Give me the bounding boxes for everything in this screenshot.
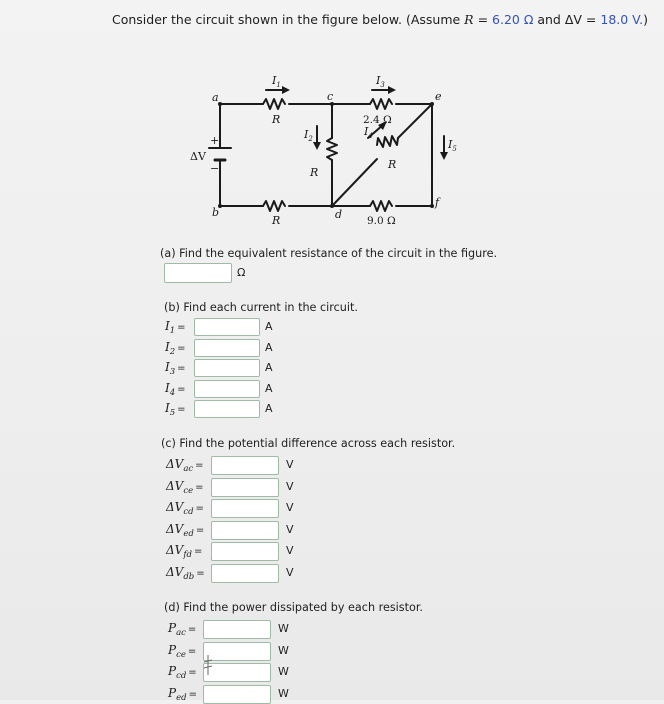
resistor-R-cd bbox=[327, 138, 337, 160]
part_c-answer-box-ed[interactable] bbox=[211, 521, 279, 540]
part_c-label-fd: $\Delta V_{fd}$ = bbox=[166, 543, 203, 560]
part_b-answer-box-2[interactable] bbox=[194, 339, 260, 357]
I4-label: $I_4$ bbox=[364, 125, 373, 140]
node-c-label: c bbox=[327, 90, 334, 103]
part_d-answer-box-ac[interactable] bbox=[203, 620, 271, 639]
part_b-label-1: $I_1$ = bbox=[165, 319, 186, 336]
resistor-R-bd bbox=[263, 201, 285, 211]
part_d-label-ed: $P_{ed}$ = bbox=[168, 685, 197, 703]
resistor-2.4 bbox=[370, 99, 392, 109]
wire-e-diag bbox=[398, 104, 432, 138]
R-cd-label: R bbox=[310, 166, 319, 179]
part_c-label-cd: $\Delta V_{cd}$ = bbox=[166, 500, 204, 517]
part-d-question: (d) Find the power dissipated by each resistor. bbox=[164, 601, 423, 614]
I1-label: $I_1$ bbox=[272, 74, 281, 89]
part_b-answer-box-1[interactable] bbox=[194, 318, 260, 336]
part_b-answer-box-3[interactable] bbox=[194, 359, 260, 377]
part_c-label-db: $\Delta V_{db}$ = bbox=[166, 564, 205, 582]
part_c-unit-ac: V bbox=[286, 458, 294, 471]
part-a-question: (a) Find the equivalent resistance of the circuit in the figure. bbox=[160, 247, 498, 260]
dv-value: 18.0 V. bbox=[600, 12, 644, 27]
wire-diag-d bbox=[332, 159, 377, 206]
battery-plus-sign: + bbox=[210, 134, 220, 147]
part_b-unit-5: A bbox=[265, 402, 273, 415]
part_d-unit-ed: W bbox=[278, 686, 289, 700]
part_d-label-ce: $P_{ce}$ = bbox=[168, 642, 197, 660]
node-a-label: a bbox=[212, 91, 219, 104]
part_c-unit-ed: V bbox=[286, 522, 294, 536]
dv-label: ΔV bbox=[190, 150, 206, 163]
node-d-label: d bbox=[335, 208, 343, 221]
part_c-unit-db: V bbox=[286, 565, 294, 579]
part_c-answer-box-db[interactable] bbox=[211, 564, 279, 583]
part_c-unit-fd: V bbox=[286, 544, 294, 557]
part_c-unit-ce: V bbox=[286, 479, 294, 493]
part_d-label-cd: $P_{cd}$ = bbox=[168, 664, 197, 681]
node-b-label: b bbox=[212, 206, 220, 219]
part_b-label-3: $I_3$ = bbox=[165, 360, 186, 377]
part_b-label-5: $I_5$ = bbox=[165, 401, 186, 418]
node-f-label: f bbox=[435, 196, 440, 209]
part_b-unit-1: A bbox=[265, 320, 273, 333]
part_b-unit-3: A bbox=[265, 361, 273, 374]
part_b-label-4: $I_4$ = bbox=[165, 380, 186, 398]
part_c-answer-box-fd[interactable] bbox=[211, 542, 279, 561]
part_b-unit-4: A bbox=[265, 381, 273, 395]
part_d-unit-cd: W bbox=[278, 665, 289, 678]
resistor-9.0 bbox=[370, 201, 392, 211]
part-a-answer-box[interactable] bbox=[164, 263, 232, 283]
part_c-unit-cd: V bbox=[286, 501, 294, 514]
part_c-answer-box-ac[interactable] bbox=[211, 456, 279, 475]
part_d-unit-ce: W bbox=[278, 643, 289, 657]
resistor-R-ac bbox=[263, 99, 285, 109]
pen-mark-icon bbox=[202, 654, 214, 676]
part_b-unit-2: A bbox=[265, 340, 273, 354]
I3-label: $I_3$ bbox=[376, 74, 385, 89]
part_c-answer-box-cd[interactable] bbox=[211, 499, 279, 518]
part_d-unit-ac: W bbox=[278, 622, 289, 635]
circuit-diagram bbox=[180, 66, 480, 236]
part_c-label-ce: $\Delta V_{ce}$ = bbox=[166, 478, 204, 496]
part_b-answer-box-5[interactable] bbox=[194, 400, 260, 418]
part_c-label-ed: $\Delta V_{ed}$ = bbox=[166, 521, 205, 539]
part_d-answer-box-ed[interactable] bbox=[203, 685, 271, 704]
R-ac-label: R bbox=[272, 113, 281, 126]
problem-statement: Consider the circuit shown in the figure below. (Assume R = 6.20 Ω and ΔV = 18.0 V.) bbox=[112, 12, 648, 27]
part_d-label-ac: $P_{ac}$ = bbox=[168, 621, 197, 638]
part-c-question: (c) Find the potential difference across each resistor. bbox=[161, 437, 456, 450]
r-ce-label: 2.4 Ω bbox=[363, 114, 392, 126]
part_c-label-ac: $\Delta V_{ac}$ = bbox=[166, 457, 204, 474]
R-bd-label: R bbox=[272, 214, 281, 227]
part_c-answer-box-ce[interactable] bbox=[211, 478, 279, 497]
R-ed-label: R bbox=[388, 158, 397, 171]
I5-label: $I_5$ bbox=[448, 138, 457, 153]
part-b-question: (b) Find each current in the circuit. bbox=[164, 301, 358, 314]
node-e-label: e bbox=[435, 90, 442, 103]
r-value: 6.20 Ω bbox=[492, 12, 534, 27]
battery-minus-sign: − bbox=[210, 162, 220, 175]
I2-label: $I_2$ bbox=[304, 128, 313, 143]
resistor-R-ed bbox=[377, 136, 398, 147]
part-a-unit: Ω bbox=[237, 266, 246, 279]
part_b-answer-box-4[interactable] bbox=[194, 380, 260, 398]
r-df-label: 9.0 Ω bbox=[367, 215, 396, 227]
part_b-label-2: $I_2$ = bbox=[165, 339, 186, 357]
